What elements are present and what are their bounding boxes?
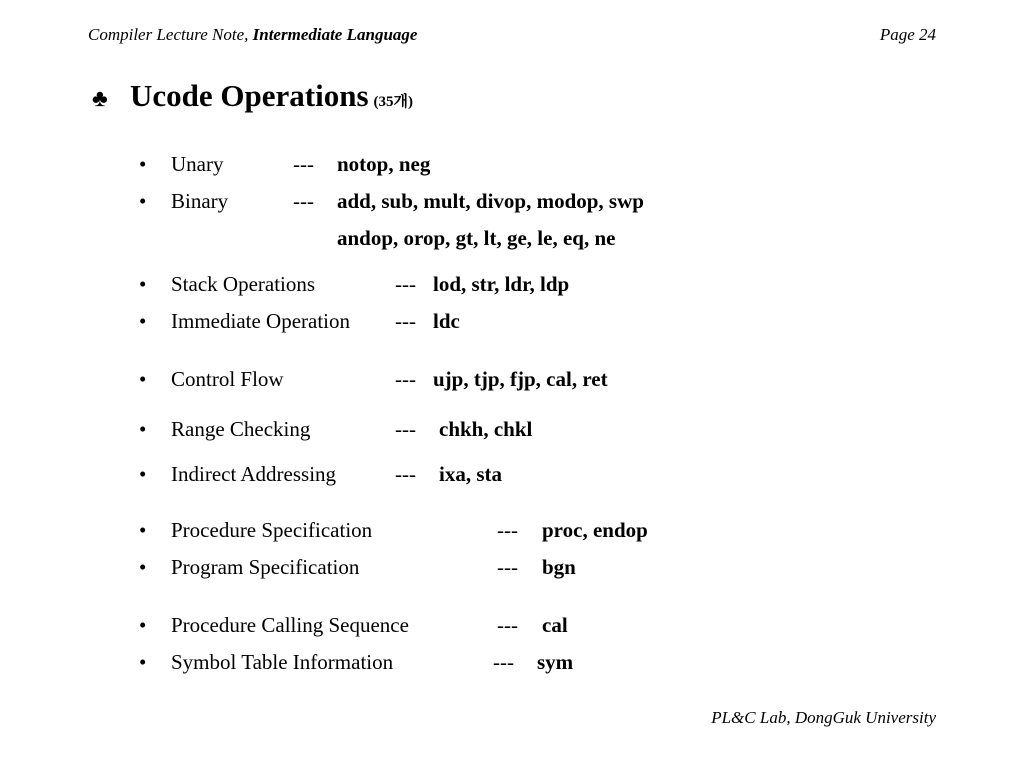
operations-list: chkh, chkl bbox=[439, 417, 533, 441]
header-course: Compiler Lecture Note, bbox=[88, 25, 249, 44]
separator-dash: --- bbox=[497, 613, 518, 637]
bullet-icon: • bbox=[139, 152, 147, 176]
slide-title bbox=[92, 78, 413, 114]
separator-dash: --- bbox=[395, 272, 416, 296]
category-label: Procedure Specification bbox=[171, 518, 373, 542]
title-main: Ucode Operations bbox=[130, 78, 369, 113]
separator-dash: --- bbox=[497, 555, 518, 579]
category-label: Procedure Calling Sequence bbox=[171, 613, 409, 637]
operations-list: proc, endop bbox=[542, 518, 648, 542]
separator-dash: --- bbox=[395, 367, 416, 391]
footer-credit: PL&C Lab, DongGuk University bbox=[711, 708, 936, 727]
title-count: (35개) bbox=[373, 94, 413, 110]
category-label: Stack Operations bbox=[171, 272, 316, 296]
bullet-icon: • bbox=[139, 518, 147, 542]
separator-dash: --- bbox=[293, 189, 314, 213]
category-label: Indirect Addressing bbox=[171, 462, 337, 486]
bullet-icon: • bbox=[139, 367, 147, 391]
operations-list: bgn bbox=[542, 555, 576, 579]
header-topic: Intermediate Language bbox=[252, 25, 418, 44]
page-number: Page 24 bbox=[879, 25, 936, 44]
separator-dash: --- bbox=[395, 417, 416, 441]
operations-list: sym bbox=[537, 650, 574, 674]
bullet-icon: • bbox=[139, 189, 147, 213]
operations-list: ixa, sta bbox=[439, 462, 502, 486]
bullet-icon: • bbox=[139, 272, 147, 296]
header-course-title bbox=[88, 25, 417, 45]
category-label: Immediate Operation bbox=[171, 309, 351, 333]
bullet-icon: • bbox=[139, 309, 147, 333]
separator-dash: --- bbox=[395, 462, 416, 486]
category-label: Range Checking bbox=[171, 417, 311, 441]
separator-dash: --- bbox=[497, 518, 518, 542]
category-label: Program Specification bbox=[171, 555, 360, 579]
separator-dash: --- bbox=[493, 650, 514, 674]
operations-list: add, sub, mult, divop, modop, swp bbox=[337, 189, 644, 213]
category-label: Symbol Table Information bbox=[171, 650, 394, 674]
category-label: Unary bbox=[171, 152, 224, 176]
bullet-icon: • bbox=[139, 650, 147, 674]
operations-list: lod, str, ldr, ldp bbox=[433, 272, 570, 296]
separator-dash: --- bbox=[293, 152, 314, 176]
bullet-icon: • bbox=[139, 462, 147, 486]
separator-dash: --- bbox=[395, 309, 416, 333]
operations-list: ldc bbox=[433, 309, 460, 333]
club-bullet-icon: ♣ bbox=[92, 86, 108, 112]
operations-list: andop, orop, gt, lt, ge, le, eq, ne bbox=[337, 226, 616, 250]
operations-list: notop, neg bbox=[337, 152, 431, 176]
category-label: Binary bbox=[171, 189, 229, 213]
bullet-icon: • bbox=[139, 613, 147, 637]
bullet-icon: • bbox=[139, 417, 147, 441]
operations-list: ujp, tjp, fjp, cal, ret bbox=[433, 367, 608, 391]
operations-list: cal bbox=[542, 613, 568, 637]
category-label: Control Flow bbox=[171, 367, 284, 391]
bullet-icon: • bbox=[139, 555, 147, 579]
